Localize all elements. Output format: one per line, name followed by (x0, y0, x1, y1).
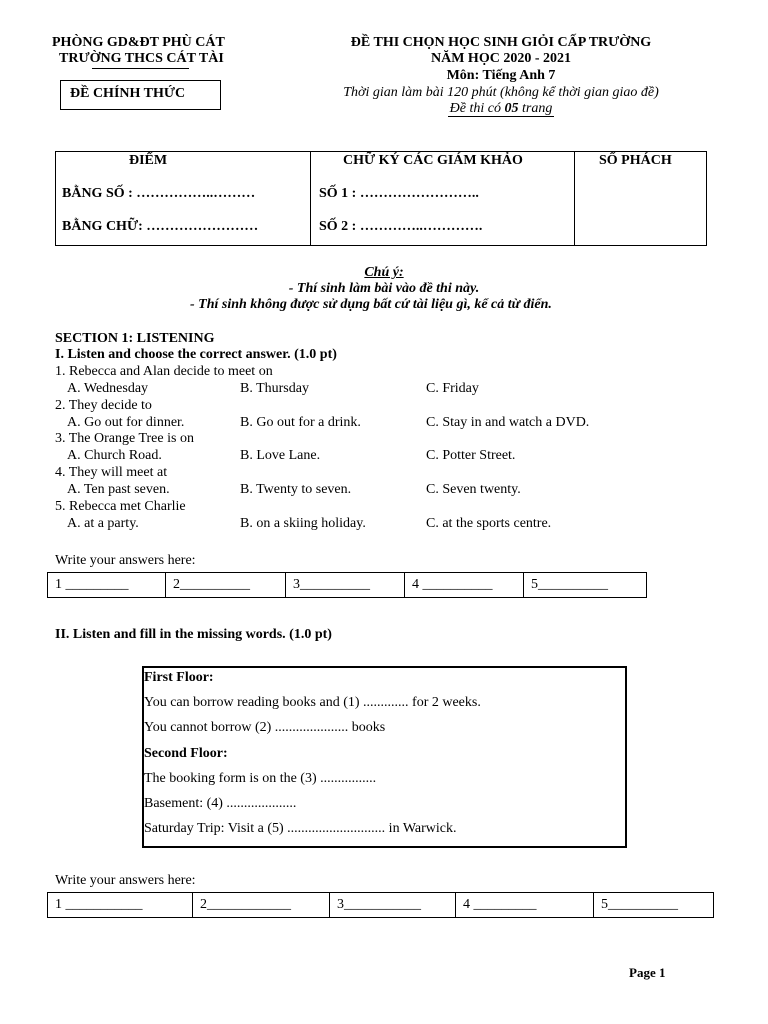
option-a[interactable]: A. Wednesday (67, 381, 149, 396)
pages-prefix: Đề thi có (449, 101, 505, 116)
question-text: 5. Rebecca met Charlie (55, 499, 186, 514)
question-text: 3. The Orange Tree is on (55, 431, 194, 446)
note-line-1: - Thí sinh làm bài vào đề thi này. (288, 281, 480, 296)
pages-suffix: trang (518, 101, 553, 116)
option-b[interactable]: B. Thursday (240, 381, 309, 396)
option-c[interactable]: C. Seven twenty. (426, 482, 521, 497)
exam-title: ĐỀ THI CHỌN HỌC SINH GIỎI CẤP TRƯỜNG (350, 35, 652, 50)
score-by-number[interactable]: BẰNG SỐ : ……………..……… (62, 186, 256, 201)
fill-line[interactable]: You can borrow reading books and (1) ............. for 2 weeks. (144, 695, 481, 710)
official-exam-box (60, 80, 221, 110)
answer-cell[interactable]: 5__________ (601, 897, 678, 912)
school-name: TRƯỜNG THCS CÁT TÀI (59, 51, 224, 66)
part2-title: II. Listen and fill in the missing words. (1.0 pt) (55, 627, 332, 642)
option-a[interactable]: A. Church Road. (67, 448, 162, 463)
department-name: PHÒNG GD&ĐT PHÙ CÁT (52, 35, 225, 50)
write-answers-label: Write your answers here: (55, 553, 196, 568)
answer-cell[interactable]: 2__________ (166, 573, 286, 597)
first-floor-heading: First Floor: (144, 670, 214, 685)
answer-cell[interactable]: 4 _________ (456, 893, 594, 917)
score-header: ĐIỂM (129, 153, 168, 168)
option-b[interactable]: B. Go out for a drink. (240, 415, 361, 430)
page-number: Page 1 (629, 965, 666, 980)
examiners-header: CHỮ KÝ CÁC GIÁM KHẢO (343, 153, 523, 168)
option-c[interactable]: C. Friday (426, 381, 479, 396)
pages-count: 05 (504, 101, 519, 116)
answer-cell[interactable]: 1 ___________ (48, 893, 193, 917)
answer-row-part1 (47, 572, 647, 598)
option-b[interactable]: B. on a skiing holiday. (240, 516, 366, 531)
question-text: 1. Rebecca and Alan decide to meet on (55, 364, 273, 379)
question-text: 4. They will meet at (55, 465, 168, 480)
answer-row-part2 (47, 892, 714, 918)
fill-line[interactable]: Saturday Trip: Visit a (5) ............................ in Warwick. (144, 821, 457, 836)
fill-line[interactable]: Basement: (4) .................... (144, 796, 297, 811)
section-title: SECTION 1: LISTENING (55, 331, 215, 346)
option-a[interactable]: A. Go out for dinner. (67, 415, 185, 430)
fill-in-box (142, 666, 627, 848)
table-divider (310, 152, 311, 245)
option-c[interactable]: C. Potter Street. (426, 448, 516, 463)
official-label: ĐỀ CHÍNH THỨC (70, 86, 186, 101)
answer-cell[interactable]: 4 __________ (405, 573, 524, 597)
option-c[interactable]: C. at the sports centre. (426, 516, 552, 531)
school-underline (92, 68, 189, 69)
option-c[interactable]: C. Stay in and watch a DVD. (426, 415, 590, 430)
fill-line[interactable]: You cannot borrow (2) ..................... books (144, 720, 386, 735)
answer-cell[interactable]: 5__________ (531, 577, 608, 592)
score-table (55, 151, 707, 246)
option-a[interactable]: A. Ten past seven. (67, 482, 170, 497)
examiner-2[interactable]: SỐ 2 : …………..…………. (319, 219, 483, 234)
serial-header: SỐ PHÁCH (599, 153, 672, 168)
fill-line[interactable]: The booking form is on the (3) ................ (144, 771, 377, 786)
score-by-words[interactable]: BẰNG CHỮ: …………………… (62, 219, 259, 234)
part1-title: I. Listen and choose the correct answer. (1.0 pt) (55, 347, 337, 362)
note-line-2: - Thí sinh không được sử dụng bất cứ tài liệu gì, kể cả từ điển. (190, 297, 552, 312)
second-floor-heading: Second Floor: (144, 746, 228, 761)
subject: Môn: Tiếng Anh 7 (446, 68, 556, 83)
examiner-1[interactable]: SỐ 1 : …………………….. (319, 186, 479, 201)
page-count-note (300, 101, 702, 117)
option-b[interactable]: B. Twenty to seven. (240, 482, 352, 497)
answer-cell[interactable]: 3__________ (286, 573, 405, 597)
answer-cell[interactable]: 2____________ (193, 893, 330, 917)
question-text: 2. They decide to (55, 398, 152, 413)
option-a[interactable]: A. at a party. (67, 516, 139, 531)
note-title: Chú ý: (364, 265, 404, 280)
option-b[interactable]: B. Love Lane. (240, 448, 321, 463)
table-divider (574, 152, 575, 245)
answer-cell[interactable]: 3___________ (330, 893, 456, 917)
school-year: NĂM HỌC 2020 - 2021 (431, 51, 571, 66)
write-answers-label: Write your answers here: (55, 873, 196, 888)
answer-cell[interactable]: 1 _________ (48, 573, 166, 597)
time-note: Thời gian làm bài 120 phút (không kể thời gian giao đề) (343, 85, 659, 100)
